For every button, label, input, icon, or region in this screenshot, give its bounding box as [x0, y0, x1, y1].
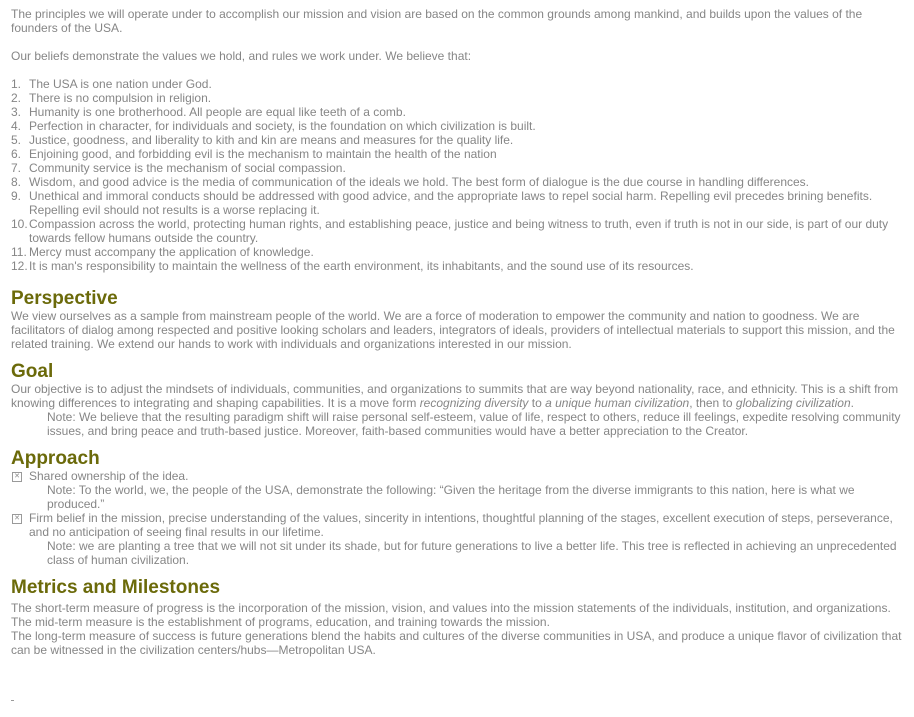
- mid-term-measure: The mid-term measure is the establishment of programs, education, and training towards the mission.: [11, 615, 550, 629]
- list-item-text: The USA is one nation under God.: [29, 77, 212, 91]
- list-item: [11, 189, 903, 217]
- goal-note: Note: We believe that the resulting paradigm shift will raise personal self-esteem, value of life, respect to others, reduce ill feelings, expedite resolving community issues, and bring peace and truth-based justice. Moreover, faith-based communities would have a better appreciation to the Creator.: [47, 410, 901, 438]
- perspective-paragraph: We view ourselves as a sample from mainstream people of the world. We are a force of moderation to empower the community and nation to goodness. We are facilitators of dialog among respected and positive looking scholars and leaders, integrators of ideals, providers of intellectual materials to support this mission, and the related training. We extend our hands to work with individuals and organizations interested in our mission.: [11, 309, 895, 351]
- list-number: 10.: [11, 217, 28, 231]
- approach-item: [11, 511, 903, 539]
- approach-note: Note: To the world, we, the people of the USA, demonstrate the following: “Given the heritage from the diverse immigrants to this nation, here is what we produced.”: [47, 483, 855, 511]
- list-number: 11.: [11, 245, 27, 259]
- list-item-text: Enjoining good, and forbidding evil is the mechanism to maintain the health of the nation: [29, 147, 497, 161]
- list-number: 12.: [11, 259, 28, 273]
- list-item: [11, 161, 903, 175]
- principles-paragraph: The principles we will operate under to accomplish our mission and vision are based on the common grounds among mankind, and builds upon the values of the founders of the USA.: [11, 7, 863, 35]
- goal-text-part: Our objective is to adjust the mindsets of individuals, communities, and organizations to summits that are way beyond nationality, race, and ethnicity. This is a shift from knowing differences to integrating and shaping capabilities. It is a move form: [11, 382, 899, 410]
- list-item-text: Humanity is one brotherhood. All people are equal like teeth of a comb.: [29, 105, 406, 119]
- goal-text-part: .: [850, 396, 854, 410]
- list-item: [11, 119, 903, 133]
- beliefs-intro: Our beliefs demonstrate the values we hold, and rules we work under. We believe that:: [11, 49, 472, 63]
- goal-text-part: , then to: [689, 396, 736, 410]
- goal-paragraph: [11, 382, 903, 410]
- goal-emphasis: recognizing diversity: [419, 396, 529, 410]
- list-item-text: Perfection in character, for individuals and society, is the foundation on which civilization is built.: [29, 119, 536, 133]
- list-item-text: There is no compulsion in religion.: [29, 91, 212, 105]
- list-item: [11, 259, 903, 273]
- beliefs-list: [11, 77, 903, 273]
- metrics-heading: Metrics and Milestones: [11, 577, 221, 598]
- list-number: 8.: [11, 175, 22, 189]
- short-term-measure: The short-term measure of progress is the incorporation of the mission, vision, and values into the mission statements of the individuals, institution, and organizations.: [11, 601, 891, 615]
- list-number: 9.: [11, 189, 22, 203]
- approach-item-text: Firm belief in the mission, precise understanding of the values, sincerity in intentions, thoughtful planning of the stages, excellent execution of steps, perseverance, and no anticipation of seeing final results in our lifetime.: [29, 511, 893, 539]
- list-number: 7.: [11, 161, 22, 175]
- perspective-heading: Perspective: [11, 288, 118, 309]
- goal-text-part: to: [528, 396, 546, 410]
- list-number: 1.: [11, 77, 22, 91]
- list-item-text: Community service is the mechanism of social compassion.: [29, 161, 346, 175]
- approach-item: [11, 469, 903, 483]
- metrics-body: [11, 601, 903, 657]
- list-item: [11, 245, 903, 259]
- list-number: 5.: [11, 133, 22, 147]
- list-item-text: Justice, goodness, and liberality to kith and kin are means and measures for the quality life.: [29, 133, 514, 147]
- list-number: 6.: [11, 147, 22, 161]
- checkbox-bullet-icon: ✕: [12, 472, 22, 482]
- list-item: [11, 77, 903, 91]
- approach-item-text: Shared ownership of the idea.: [29, 469, 189, 483]
- goal-heading: Goal: [11, 361, 54, 382]
- long-term-measure: The long-term measure of success is future generations blend the habits and cultures of the diverse communities in USA, and produce a unique flavor of civilization that can be witnessed in the civilization centers/hubs—Metropolitan USA.: [11, 629, 902, 657]
- goal-emphasis: a unique human civilization: [545, 396, 690, 410]
- approach-note: Note: we are planting a tree that we will not sit under its shade, but for future generations to live a better life. This tree is reflected in achieving an unprecedented class of human civilization.: [47, 539, 897, 567]
- list-item-text: Mercy must accompany the application of knowledge.: [29, 245, 314, 259]
- list-item-text: Unethical and immoral conducts should be addressed with good advice, and the appropriate laws to repel social harm. Repelling evil precedes brining benefits. Repelling evil should not results is a worse replacing it.: [29, 189, 873, 217]
- list-number: 3.: [11, 105, 22, 119]
- list-number: 4.: [11, 119, 22, 133]
- goal-emphasis: globalizing civilization: [735, 396, 851, 410]
- list-number: 2.: [11, 91, 22, 105]
- list-item-text: Wisdom, and good advice is the media of communication of the ideals we hold. The best form of dialogue is the due course in handling differences.: [29, 175, 810, 189]
- list-item-text: It is man's responsibility to maintain the wellness of the earth environment, its inhabitants, and the sound use of its resources.: [29, 259, 694, 273]
- checkbox-bullet-icon: ✕: [12, 514, 22, 524]
- list-item: [11, 175, 903, 189]
- approach-heading: Approach: [11, 448, 100, 469]
- list-item-text: Compassion across the world, protecting human rights, and establishing peace, justice and being witness to truth, even if truth is not in our side, is part of our duty towards fellow humans outside the country.: [29, 217, 889, 245]
- list-item: [11, 91, 903, 105]
- list-item: [11, 105, 903, 119]
- list-item: [11, 147, 903, 161]
- list-item: [11, 217, 903, 245]
- page-end-mark: [11, 700, 14, 701]
- list-item: [11, 133, 903, 147]
